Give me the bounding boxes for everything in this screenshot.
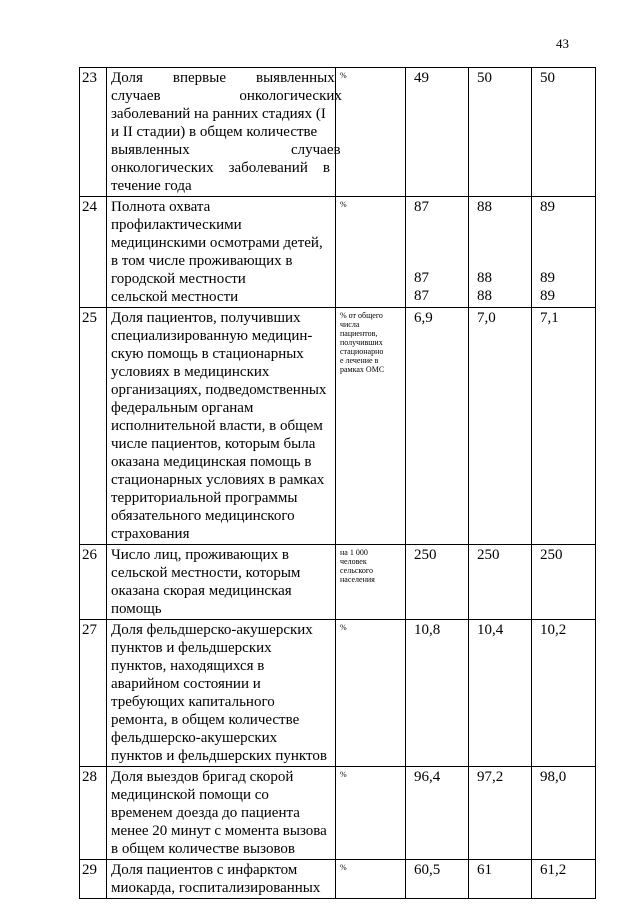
indicator-name-line: миокарда, госпитализированных xyxy=(111,880,321,896)
indicator-name-line: и II стадии) в общем количестве xyxy=(111,124,318,140)
indicator-name-line: временем доезда до пациента xyxy=(111,805,300,821)
indicator-name-line: онкологических заболеваний в xyxy=(111,160,330,176)
value-year-3: 250 xyxy=(532,545,596,620)
unit: % xyxy=(336,197,406,308)
indicator-name-line: фельдшерско-акушерских xyxy=(111,730,278,746)
value-year-3: 98,0 xyxy=(532,767,596,860)
value-rural: 89 xyxy=(540,288,555,304)
indicator-name-line: числе пациентов, которым была xyxy=(111,436,316,452)
unit-line: е лечение в xyxy=(340,356,379,365)
indicator-name-line: аварийном состоянии и xyxy=(111,676,261,692)
value-year-2: 10,4 xyxy=(469,620,532,767)
row-number: 27 xyxy=(80,620,107,767)
indicator-name-line: Доля впервые выявленных xyxy=(111,70,335,86)
indicator-name-line: пунктов и фельдшерских xyxy=(111,640,272,656)
value-year-2: 50 xyxy=(469,68,532,197)
table-row xyxy=(80,620,596,767)
indicator-name-line: пунктов и фельдшерских пунктов xyxy=(111,748,327,764)
value-year-2: 97,2 xyxy=(469,767,532,860)
unit: % xyxy=(336,767,406,860)
row-number: 29 xyxy=(80,860,107,899)
value-year-2: 250 xyxy=(469,545,532,620)
indicator-name-line: сельской местности xyxy=(111,289,239,305)
indicator-name-line: обязательного медицинского xyxy=(111,508,295,524)
table-row xyxy=(80,860,596,899)
indicators-table xyxy=(79,67,596,899)
value-total: 89 xyxy=(540,199,555,215)
indicator-name xyxy=(107,767,336,860)
value-year-3: 7,1 xyxy=(532,308,596,545)
value-rural: 88 xyxy=(477,288,492,304)
value-year-1: 60,5 xyxy=(406,860,469,899)
page-number: 43 xyxy=(556,36,569,51)
indicator-name xyxy=(107,68,342,197)
indicator-name-line: в том числе проживающих в xyxy=(111,253,293,269)
indicator-name-line: медицинскими осмотрами детей, xyxy=(111,235,323,251)
indicator-name-line: Доля пациентов, получивших xyxy=(111,310,301,326)
unit-line: человек xyxy=(340,557,367,566)
value-urban: 88 xyxy=(477,270,492,286)
indicator-name-line: медицинской помощи со xyxy=(111,787,269,803)
indicator-name-line: в общем количестве вызовов xyxy=(111,841,296,857)
indicator-name-line: сельской местности, которым xyxy=(111,565,301,581)
indicator-name-line: исполнительной власти, в общем xyxy=(111,418,323,434)
unit-line: на 1 000 xyxy=(340,548,368,557)
unit xyxy=(336,545,406,620)
indicator-name-line: скую помощь в стационарных xyxy=(111,346,304,362)
value-year-3 xyxy=(532,197,596,308)
table-row xyxy=(80,197,596,308)
value-year-3: 10,2 xyxy=(532,620,596,767)
unit-line: сельского xyxy=(340,566,373,575)
value-year-2: 61 xyxy=(469,860,532,899)
indicator-name-line: помощь xyxy=(111,601,162,617)
table-row xyxy=(80,545,596,620)
value-year-1: 10,8 xyxy=(406,620,469,767)
indicator-name-line: требующих капитального xyxy=(111,694,275,710)
indicator-name-line: пунктов, находящихся в xyxy=(111,658,265,674)
indicator-name-line: Число лиц, проживающих в xyxy=(111,547,289,563)
indicator-name xyxy=(107,545,336,620)
table-row xyxy=(80,767,596,860)
indicator-name-line: условиях в медицинских xyxy=(111,364,270,380)
value-year-3: 61,2 xyxy=(532,860,596,899)
unit: % xyxy=(336,68,406,197)
value-year-1: 96,4 xyxy=(406,767,469,860)
value-year-2: 7,0 xyxy=(469,308,532,545)
row-number: 25 xyxy=(80,308,107,545)
indicator-name xyxy=(107,197,336,308)
unit-line: рамках ОМС xyxy=(340,365,385,374)
indicator-name-line: выявленных случаев xyxy=(111,142,341,158)
value-total: 87 xyxy=(414,199,429,215)
indicator-name-line: городской местности xyxy=(111,271,246,287)
unit-line: пациентов, xyxy=(340,329,378,338)
indicator-name-line: оказана скорая медицинская xyxy=(111,583,292,599)
unit-line: получивших xyxy=(340,338,383,347)
unit: % xyxy=(336,860,406,899)
unit-line: % от общего xyxy=(340,311,383,320)
value-year-2 xyxy=(469,197,532,308)
table-row xyxy=(80,68,596,197)
indicator-name-line: страхования xyxy=(111,526,190,542)
unit: % xyxy=(336,620,406,767)
value-total: 88 xyxy=(477,199,492,215)
indicator-name-line: течение года xyxy=(111,178,192,194)
indicator-name-line: Доля выездов бригад скорой xyxy=(111,769,294,785)
indicator-name-line: ремонта, в общем количестве xyxy=(111,712,300,728)
value-year-1: 6,9 xyxy=(406,308,469,545)
indicator-name-line: организациях, подведомственных xyxy=(111,382,327,398)
unit-line: числа xyxy=(340,320,360,329)
indicator-name-line: профилактическими xyxy=(111,217,242,233)
row-number: 23 xyxy=(80,68,107,197)
value-rural: 87 xyxy=(414,288,429,304)
indicator-name-line: менее 20 минут с момента вызова xyxy=(111,823,327,839)
row-number: 26 xyxy=(80,545,107,620)
unit-line: стационарно xyxy=(340,347,384,356)
indicator-name-line: Доля пациентов с инфарктом xyxy=(111,862,298,878)
indicator-name-line: заболеваний на ранних стадиях (I xyxy=(111,106,326,122)
indicator-name xyxy=(107,620,336,767)
indicator-name xyxy=(107,860,336,899)
row-number: 24 xyxy=(80,197,107,308)
indicator-name-line: Доля фельдшерско-акушерских xyxy=(111,622,313,638)
unit-line: населения xyxy=(340,575,375,584)
indicator-name xyxy=(107,308,336,545)
row-number: 28 xyxy=(80,767,107,860)
indicator-name-line: стационарных условиях в рамках xyxy=(111,472,325,488)
value-urban: 87 xyxy=(414,270,429,286)
indicator-name-line: специализированную медицин- xyxy=(111,328,313,344)
value-year-1: 250 xyxy=(406,545,469,620)
indicator-name-line: оказана медицинская помощь в xyxy=(111,454,312,470)
value-year-3: 50 xyxy=(532,68,596,197)
indicator-name-line: федеральным органам xyxy=(111,400,254,416)
indicator-name-line: случаев онкологических xyxy=(111,88,342,104)
value-year-1: 49 xyxy=(406,68,469,197)
unit xyxy=(336,308,406,545)
indicator-name-line: территориальной программы xyxy=(111,490,298,506)
value-year-1 xyxy=(406,197,469,308)
value-urban: 89 xyxy=(540,270,555,286)
indicator-name-line: Полнота охвата xyxy=(111,199,211,215)
table-row xyxy=(80,308,596,545)
